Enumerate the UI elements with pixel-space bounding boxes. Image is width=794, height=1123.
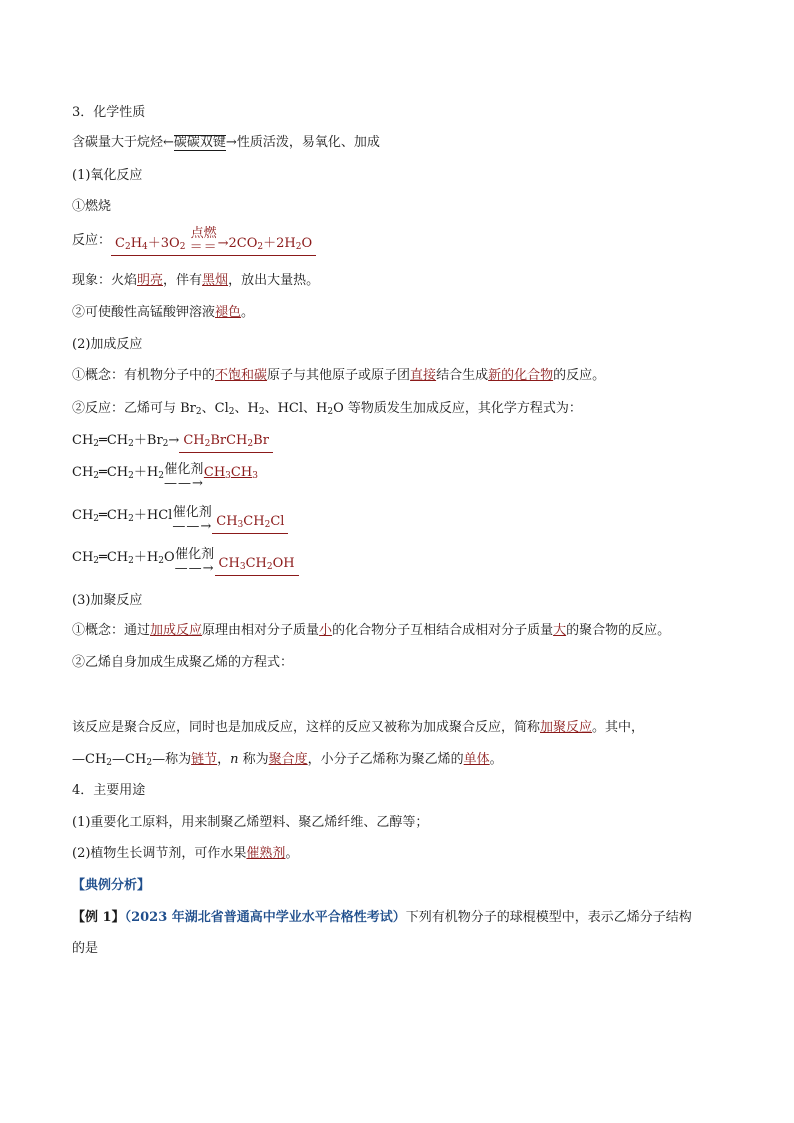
example-question: 下列有机物分子的球棍模型中，表示乙烯分子结构 — [405, 910, 692, 925]
polymer-concept: ①概念：通过加成反应原理由相对分子质量小的化合物分子互相结合成相对分子质量大的聚合物的反应。 — [72, 623, 671, 638]
uses-title: 4．主要用途 — [72, 783, 146, 798]
answer-addition-reaction: 加成反应 — [150, 623, 203, 638]
answer-small: 小 — [319, 623, 333, 638]
polyethylene-equation-label: ②乙烯自身加成生成聚乙烯的方程式： — [72, 655, 294, 670]
equation-hcl: $CH_2═CH_2+HCl$ 催化剂 ——→ $CH_3CH_2Cl$ — [72, 501, 288, 534]
answer-monomer: 单体 — [463, 752, 490, 767]
catalyst-condition: 催化剂 ——→ — [172, 505, 213, 534]
reaction-label: 反应： — [72, 233, 112, 248]
answer-black-smoke: 黑烟 — [202, 273, 229, 288]
answer-new-compound: 新的化合物 — [488, 368, 554, 383]
answer-eq-h2: $CH_3CH_3$ — [203, 465, 258, 481]
equation-h2: $CH_2═CH_2+H_2$ 催化剂 ——→ $CH_3CH_3$ — [72, 462, 258, 491]
catalyst-condition: 催化剂 ——→ — [163, 462, 204, 491]
oxidation-title: (1)氧化反应 — [72, 168, 143, 183]
phenomenon-line: 现象：火焰明亮，伴有黑烟，放出大量热。 — [72, 273, 320, 288]
answer-eq-h2o: $CH_3CH_2OH$ — [215, 556, 299, 576]
answer-fade: 褪色 — [215, 305, 242, 320]
combustion-label: ①燃烧 — [72, 199, 112, 214]
addition-concept: ①概念：有机物分子中的不饱和碳原子与其他原子或原子团直接结合生成新的化合物的反应。 — [72, 368, 606, 383]
combustion-condition: 点燃 ＝＝ — [189, 226, 218, 255]
answer-eq-br2: $CH_2BrCH_2Br$ — [179, 433, 273, 453]
use-2: (2)植物生长调节剂，可作水果催熟剂。 — [72, 846, 299, 861]
answer-directly: 直接 — [410, 368, 437, 383]
polymer-line-1: 该反应是聚合反应，同时也是加成反应，这样的反应又被称为加成聚合反应，简称加聚反应。其中， — [72, 720, 645, 735]
catalyst-condition: 催化剂 ——→ — [174, 547, 215, 576]
example-question-cont: 的是 — [72, 941, 99, 956]
equation-h2o: $CH_2═CH_2+H_2O$ 催化剂 ——→ $CH_3CH_2OH$ — [72, 543, 299, 576]
combustion-reaction — [72, 226, 316, 256]
polymer-title: (3)加聚反应 — [72, 593, 143, 608]
addition-title: (2)加成反应 — [72, 337, 143, 352]
example-section-heading: 【典例分析】 — [72, 878, 151, 893]
answer-eq-hcl: $CH_3CH_2Cl$ — [212, 514, 288, 534]
answer-large: 大 — [553, 623, 567, 638]
polymer-line-2: $—CH_2—CH_2—$称为链节，n 称为聚合度，小分子乙烯称为聚乙烯的单体。 — [72, 752, 503, 768]
example-source: （2023 年湖北省普通高中学业水平合格性考试） — [124, 910, 406, 925]
section-title-chemical-properties: 3．化学性质 — [72, 105, 146, 120]
answer-degree-of-polymerization: 聚合度 — [268, 752, 308, 767]
answer-unsaturated-carbon: 不饱和碳 — [215, 368, 268, 383]
combustion-right: $2CO_2+2H_2O$ — [228, 236, 313, 252]
intro-boxed-term: 碳碳双键 — [173, 135, 226, 150]
answer-chain-link: 链节 — [191, 752, 218, 767]
intro-suffix: →性质活泼，易氧化、加成 — [225, 135, 380, 150]
example-label: 【例 1】 — [72, 910, 125, 925]
equation-br2: $CH_2═CH_2+Br_2\to$ $CH_2BrCH_2Br$ — [72, 432, 273, 453]
answer-ripening-agent: 催熟剂 — [246, 846, 286, 861]
combustion-left: $C_2H_4+3O_2$ — [115, 236, 186, 252]
answer-bright: 明亮 — [137, 273, 164, 288]
use-1: (1)重要化工原料，用来制聚乙烯塑料、聚乙烯纤维、乙醇等； — [72, 815, 429, 830]
answer-addition-polymerization: 加聚反应 — [540, 720, 593, 735]
example-1-line — [72, 909, 692, 927]
intro-line — [72, 134, 380, 152]
combustion-answer: $C_2H_4+3O_2$ 点燃 ＝＝ $\to 2CO_2+2H_2O$ — [111, 226, 316, 256]
intro-prefix: 含碳量大于烷烃← — [72, 135, 174, 150]
kmno4-line: ②可使酸性高锰酸钾溶液褪色。 — [72, 305, 255, 320]
addition-reaction-intro: ②反应：乙烯可与 $Br_2$、$Cl_2$、$H_2$、HCl、$H_2O$ 等物质发生加成反应，其化学方程式为： — [72, 401, 582, 417]
